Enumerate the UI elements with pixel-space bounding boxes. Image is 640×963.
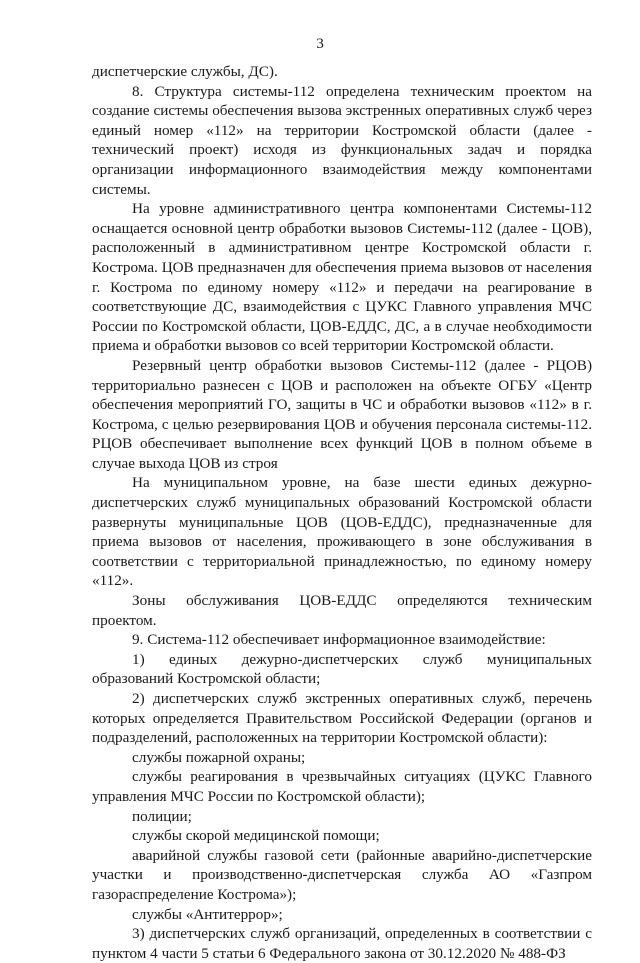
list-item: службы скорой медицинской помощи; (132, 827, 380, 845)
paragraph: 8. Структура системы-112 определена техническим проектом на создание системы обеспечения вызова экстренных оперативных служб через единый номер «112» на территории Костромской области (далее - технический проект) исходя из функциональных задач и порядка организации информационного взаимодействия между компонентами системы. (92, 82, 592, 198)
list-item: 1) единых дежурно-диспетчерских служб муниципальных образований Костромской области; (92, 650, 592, 688)
page-number: 3 (316, 35, 324, 52)
document-body (92, 62, 592, 963)
paragraph: Резервный центр обработки вызовов Системы-112 (далее - РЦОВ) территориально разнесен с ЦОВ и расположен на объекте ОГБУ «Центр обеспечения мероприятий ГО, защиты в ЧС и обработки вызовов «112» в г. Кострома, с целью резервирования ЦОВ и обучения персонала системы-112. РЦОВ обеспечивает выполнение всех функций ЦОВ в полном объеме в случае выхода ЦОВ из строя (92, 356, 592, 472)
list-item: 2) диспетчерских служб экстренных оперативных служб, перечень которых определяется Правительством Российской Федерации (органов и подразделений, расположенных на территории Костромской области): (92, 690, 592, 747)
list-item: службы пожарной охраны; (132, 748, 306, 766)
paragraph: диспетчерские службы, ДС). (92, 63, 278, 80)
list-item: полиции; (132, 807, 192, 825)
list-item: службы «Антитеррор»; (132, 905, 283, 923)
paragraph: 9. Система-112 обеспечивает информационное взаимодействие: (132, 631, 546, 649)
list-item: 3) диспетчерских служб организаций, определенных в соответствии с пунктом 4 части 5 статьи 6 Федерального закона от 30.12.2020 № 488-ФЗ (92, 925, 592, 962)
paragraph: На уровне административного центра компонентами Системы-112 оснащается основной центр обработки вызовов Системы-112 (далее - ЦОВ), расположенный в административном центре Костромской области г. Кострома. ЦОВ предназначен для обеспечения приема вызовов от населения г. Кострома по единому номеру «112» и передачи на реагирование в соответствующие ДС, взаимодействия с ЦУКС Главного управления МЧС России по Костромской области, ЦОВ-ЕДДС, ДС, а в случае необходимости приема и обработки вызовов со всей территории Костромской области. (92, 200, 592, 355)
paragraph: Зоны обслуживания ЦОВ-ЕДДС определяются техническим проектом. (92, 592, 592, 629)
list-item: аварийной службы газовой сети (районные аварийно-диспетчерские участки и производственно-диспетчерская служба АО «Газпром газораспределение Кострома»); (92, 846, 592, 903)
list-item: службы реагирования в чрезвычайных ситуациях (ЦУКС Главного управления МЧС России по Костромской области); (92, 768, 592, 805)
paragraph: На муниципальном уровне, на базе шести единых дежурно-диспетчерских служб муниципальных образований Костромской области развернуты муниципальные ЦОВ (ЦОВ-ЕДДС), предназначенные для приема вызовов от населения, проживающего в зоне обслуживания в соответствии с территориальной принадлежностью, по единому номеру «112». (92, 474, 592, 590)
